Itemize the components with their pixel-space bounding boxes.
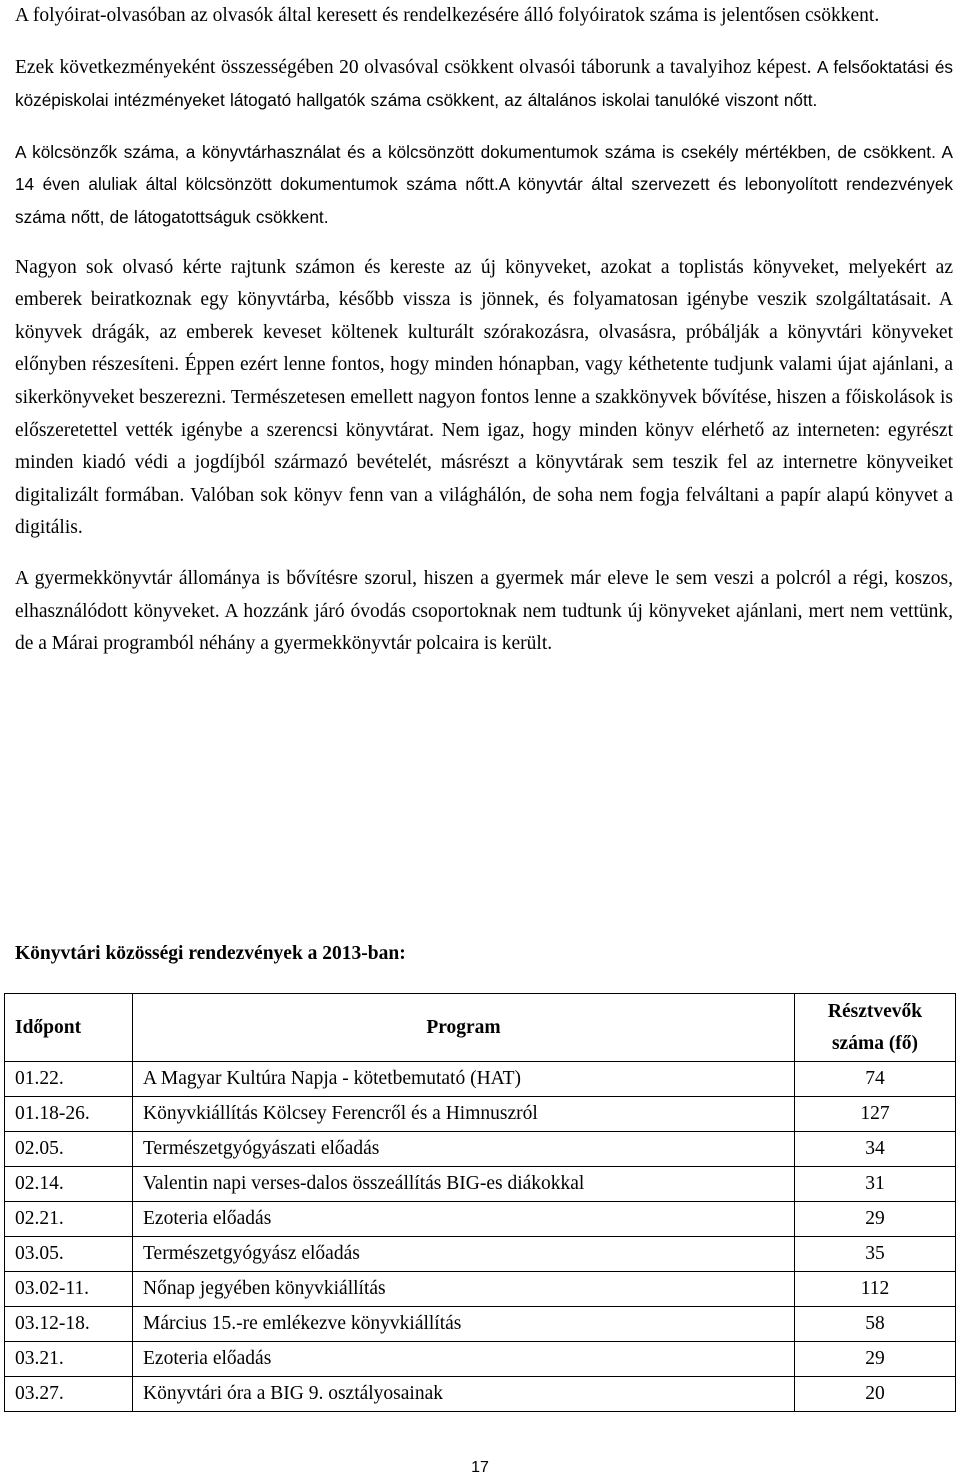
paragraph-readers	[15, 51, 953, 118]
cell-date: 01.18-26.	[5, 1097, 133, 1132]
cell-count: 127	[795, 1097, 956, 1132]
header-participants	[795, 994, 956, 1062]
cell-date: 03.27.	[5, 1377, 133, 1412]
cell-count: 35	[795, 1237, 956, 1272]
table-header-row	[5, 994, 956, 1062]
table-row	[5, 1272, 956, 1307]
cell-count: 31	[795, 1167, 956, 1202]
cell-date: 01.22.	[5, 1062, 133, 1097]
paragraph-readers-text-b: A felsőoktatási és középiskolai intézményeket látogató hallgatók száma csökkent, az általános iskolai tanulóké viszont nőtt.	[15, 56, 954, 111]
page-number: 17	[471, 1459, 489, 1476]
header-participants-line1: Résztvevők	[827, 1000, 923, 1022]
cell-date: 02.21.	[5, 1202, 133, 1237]
cell-count: 58	[795, 1307, 956, 1342]
cell-count: 29	[795, 1202, 956, 1237]
events-table	[4, 993, 956, 1412]
cell-program: Természetgyógyász előadás	[133, 1237, 795, 1272]
cell-count: 20	[795, 1377, 956, 1412]
table-row	[5, 1342, 956, 1377]
cell-count: 34	[795, 1132, 956, 1167]
cell-date: 03.05.	[5, 1237, 133, 1272]
table-row	[5, 1062, 956, 1097]
cell-program: Könyvkiállítás Kölcsey Ferencről és a Himnuszról	[133, 1097, 795, 1132]
table-row	[5, 1097, 956, 1132]
cell-program: Március 15.-re emlékezve könyvkiállítás	[133, 1307, 795, 1342]
cell-date: 03.12-18.	[5, 1307, 133, 1342]
table-row	[5, 1307, 956, 1342]
cell-program: A Magyar Kultúra Napja - kötetbemutató (HAT)	[133, 1062, 795, 1097]
table-row	[5, 1202, 956, 1237]
cell-count: 112	[795, 1272, 956, 1307]
table-row	[5, 1167, 956, 1202]
cell-program: Könyvtári óra a BIG 9. osztályosainak	[133, 1377, 795, 1412]
section-title-events: Könyvtári közösségi rendezvények a 2013-ban:	[15, 943, 406, 964]
cell-date: 02.05.	[5, 1132, 133, 1167]
cell-date: 02.14.	[5, 1167, 133, 1202]
paragraph-periodicals: A folyóirat-olvasóban az olvasók által keresett és rendelkezésére álló folyóiratok száma is jelentősen csökkent.	[15, 5, 880, 26]
table-row	[5, 1132, 956, 1167]
header-program: Program	[133, 994, 795, 1062]
paragraph-childrens-library: A gyermekkönyvtár állománya is bővítésre szorul, hiszen a gyermek már eleve le sem veszi a polcról a régi, koszos, elhasználódott könyveket. A hozzánk járó óvodás csoportoknak nem tudtunk új könyveket ajánlani, mert nem vettünk, de a Márai programból néhány a gyermekkönyvtár polcaira is került.	[15, 567, 953, 655]
cell-date: 03.02-11.	[5, 1272, 133, 1307]
cell-count: 74	[795, 1062, 956, 1097]
cell-program: Ezoteria előadás	[133, 1202, 795, 1237]
table-row	[5, 1237, 956, 1272]
cell-count: 29	[795, 1342, 956, 1377]
cell-program: Valentin napi verses-dalos összeállítás BIG-es diákokkal	[133, 1167, 795, 1202]
paragraph-lending-text-a: A kölcsönzők száma, a könyvtárhasználat és a kölcsönzött dokumentumok száma is csekély mértékben, de csökkent.	[15, 141, 936, 162]
paragraph-lending-text-b: A 14 éven aluliak által kölcsönzött dokumentumok száma nőtt.A könyvtár által szervezett és lebonyolított rendezvények száma nőtt, de látogatottságuk csökkent.	[15, 141, 953, 227]
header-participants-line2: száma (fő)	[831, 1032, 919, 1054]
paragraph-readers-text-a: Ezek következményeként összességében 20 olvasóval csökkent olvasói táborunk a tavalyihoz képest.	[15, 56, 817, 78]
table-row	[5, 1377, 956, 1412]
document-body	[15, 0, 953, 661]
paragraph-new-books: Nagyon sok olvasó kérte rajtunk számon és kereste az új könyveket, azokat a toplistás könyveket, melyekért az emberek beiratkoznak egy könyvtárba, később vissza is jönnek, és folyamatosan igénybe veszik szolgáltatásait. A könyvek drágák, az emberek keveset költenek kulturált szórakozásra, olvasásra, próbálják a könyvtári könyveket előnyben részesíteni. Éppen ezért lenne fontos, hogy minden hónapban, vagy kéthetente tudjunk valami újat ajánlani, a sikerkönyveket beszerezni. Természetesen emellett nagyon fontos lenne a szakkönyvek bővítése, hiszen a főiskolások is előszeretettel vették igénybe a szerencsi könyvtárat. Nem igaz, hogy minden könyv elérhető az interneten: egyrészt minden kiadó védi a jogdíjból származó bevételét, másrészt a könyvtárak sem teszik fel az internetre könyveiket digitalizált formában. Valóban sok könyv fenn van a világhálón, de soha nem fogja felváltani a papír alapú könyvet a digitális.	[15, 256, 953, 539]
cell-date: 03.21.	[5, 1342, 133, 1377]
cell-program: Nőnap jegyében könyvkiállítás	[133, 1272, 795, 1307]
cell-program: Ezoteria előadás	[133, 1342, 795, 1377]
paragraph-lending	[15, 136, 953, 234]
cell-program: Természetgyógyászati előadás	[133, 1132, 795, 1167]
header-date: Időpont	[5, 994, 133, 1062]
